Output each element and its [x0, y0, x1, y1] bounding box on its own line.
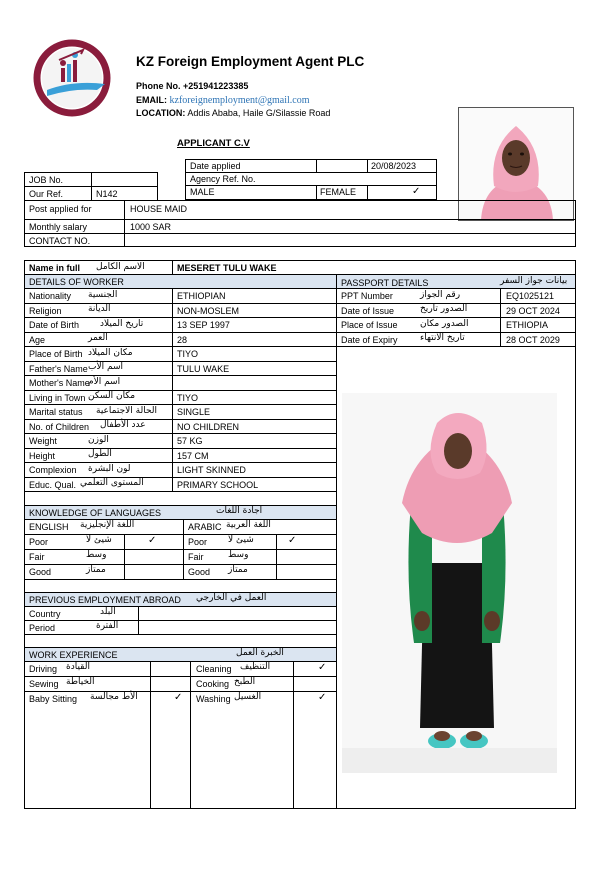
detail-label: Religion [29, 305, 62, 316]
email-label: EMAIL: [136, 95, 167, 105]
experience-left-label: Sewing [29, 679, 59, 689]
row-divider [24, 564, 336, 565]
row-divider [24, 448, 336, 449]
arabic-level-label: Good [188, 567, 211, 577]
row-divider [24, 462, 336, 463]
detail-value: SINGLE [177, 407, 211, 417]
email-value: kzforeignemployment@gmail.com [169, 95, 310, 106]
our-ref-value: N142 [96, 189, 118, 199]
detail-label-ar: الحالة الاجتماعية [96, 405, 157, 416]
passport-label: Date of Issue [341, 305, 395, 316]
passport-value: 28 OCT 2029 [506, 334, 560, 345]
row-divider [24, 317, 336, 318]
column-divider [172, 288, 173, 491]
detail-value: TULU WAKE [177, 363, 230, 374]
detail-label-ar: مكان الميلاد [88, 347, 133, 358]
row-divider [24, 433, 336, 434]
female-check-mark: ✓ [412, 186, 421, 197]
company-phone [136, 81, 248, 91]
detail-label: Nationality [29, 291, 72, 301]
period-label-ar: الفترة [96, 621, 119, 631]
experience-right-label: Washing [196, 694, 231, 704]
row-divider [24, 549, 336, 550]
passport-value: 29 OCT 2024 [506, 305, 560, 316]
row-divider [24, 332, 336, 333]
detail-label: Complexion [29, 465, 77, 475]
phone-label: Phone No. [136, 81, 181, 91]
salary-value: 1000 SAR [130, 222, 172, 232]
male-label: MALE [190, 187, 215, 197]
experience-left-label: Baby Sitting [29, 694, 78, 704]
passport-label: Date of Expiry [341, 334, 398, 345]
arabic-level-label: Fair [188, 552, 204, 562]
detail-label: Living in Town [29, 392, 86, 403]
english-level-label: Fair [29, 552, 45, 562]
country-label-ar: البلد [100, 607, 116, 617]
detail-value: 157 CM [177, 450, 209, 461]
arabic-check-mark: ✓ [288, 535, 297, 546]
row-divider [24, 361, 336, 362]
agency-ref-label: Agency Ref. No. [190, 174, 256, 184]
english-label-ar: اللغة الإنجليزية [80, 520, 135, 530]
row-divider [24, 404, 336, 405]
company-name: KZ Foreign Employment Agent PLC [136, 54, 365, 69]
contact-label: CONTACT NO. [29, 236, 91, 246]
company-location [136, 108, 330, 118]
english-level-label-ar: ممتاز [86, 565, 106, 575]
experience-left-label: Driving [29, 664, 58, 674]
experience-right-label-ar: الغسيل [234, 692, 262, 702]
date-applied-value: 20/08/2023 [371, 161, 417, 171]
detail-value: LIGHT SKINNED [177, 465, 246, 475]
employment-title: PREVIOUS EMPLOYMENT ABROAD [29, 595, 181, 605]
detail-value: ETHIOPIAN [177, 291, 226, 301]
detail-label: No. of Children [29, 421, 90, 432]
employment-title-ar: العمل في الخارجي [196, 593, 267, 603]
passport-title: PASSPORT DETAILS [341, 278, 429, 288]
detail-label: Date of Birth [29, 320, 80, 330]
experience-right-check: ✓ [318, 662, 327, 673]
date-applied-label: Date applied [190, 161, 241, 171]
phone-value: +251941223385 [183, 81, 249, 91]
row-divider [24, 390, 336, 391]
full-body-photo [342, 393, 557, 773]
row-divider [24, 303, 336, 304]
detail-value: NON-MOSLEM [177, 305, 240, 316]
our-ref-label: Our Ref. [29, 189, 64, 199]
detail-value: NO CHILDREN [177, 421, 240, 432]
english-level-label: Poor [29, 537, 49, 547]
english-level-label: Good [29, 567, 52, 577]
detail-label: Marital status [29, 407, 83, 417]
detail-label-ar: اسم الأب [88, 362, 123, 372]
passport-label: PPT Number [341, 291, 393, 301]
detail-label: Age [29, 334, 46, 345]
arabic-label: ARABIC [188, 522, 222, 532]
post-value: HOUSE MAID [130, 204, 188, 214]
detail-label-ar: تاريخ الميلاد [100, 318, 144, 329]
name-value: MESERET TULU WAKE [177, 263, 277, 273]
location-label: LOCATION: [136, 108, 186, 118]
detail-label: Place of Birth [29, 349, 83, 359]
row-divider [24, 477, 336, 478]
detail-label: Height [29, 450, 56, 461]
experience-left-label-ar: القيادة [66, 662, 90, 672]
passport-label: Place of Issue [341, 320, 398, 330]
page-title: APPLICANT C.V [177, 138, 250, 149]
detail-value: TIYO [177, 349, 199, 359]
detail-label-ar: لون البشرة [88, 463, 131, 474]
experience-left-label-ar: الأط مجالسة [90, 692, 138, 702]
english-level-label-ar: وسط [86, 550, 107, 560]
detail-label-ar: الجنسية [88, 289, 118, 300]
detail-value: TIYO [177, 392, 199, 403]
row-divider [24, 419, 336, 420]
salary-label: Monthly salary [29, 222, 88, 232]
detail-label-ar: العمر [88, 333, 108, 343]
passport-value: ETHIOPIA [506, 320, 549, 330]
company-email [136, 95, 310, 106]
english-label: ENGLISH [29, 522, 69, 532]
passport-label-ar: تاريخ الانتهاء [420, 333, 465, 343]
languages-title-ar: اجادة اللغات [216, 506, 263, 516]
passport-label-ar: الصدور تاريخ [420, 304, 468, 314]
detail-label-ar: الديانة [88, 304, 111, 314]
detail-label-ar: الطول [88, 449, 112, 459]
experience-right-label-ar: التنظيف [240, 662, 271, 672]
female-label: FEMALE [320, 187, 357, 197]
detail-label-ar: عدد الأطفال [100, 420, 146, 430]
experience-left-label-ar: الخياطة [66, 677, 95, 687]
arabic-level-label: Poor [188, 537, 208, 547]
experience-title: WORK EXPERIENCE [29, 650, 118, 660]
arabic-level-label-ar: وسط [228, 550, 249, 560]
post-label: Post applied for [29, 204, 92, 214]
english-level-label-ar: شيئ لا [86, 535, 112, 545]
period-label: Period [29, 623, 56, 633]
experience-left-check: ✓ [174, 692, 183, 703]
detail-value: 28 [177, 334, 188, 345]
detail-value: PRIMARY SCHOOL [177, 479, 259, 490]
arabic-level-label-ar: شيئ لا [228, 535, 254, 545]
passport-title-ar: بيانات جواز السفر [500, 276, 568, 286]
arabic-label-ar: اللغة العربية [226, 520, 271, 530]
experience-title-ar: الخبرة العمل [236, 648, 284, 658]
detail-label: Mother's Name [29, 378, 90, 388]
detail-label-ar: اسم الأم [88, 376, 121, 387]
english-check-mark: ✓ [148, 535, 157, 546]
company-logo [33, 38, 111, 118]
name-label: Name in full [29, 263, 81, 273]
detail-label: Educ. Qual. [29, 479, 77, 490]
detail-value: 13 SEP 1997 [177, 320, 230, 330]
row-divider [24, 375, 336, 376]
row-divider [24, 346, 336, 347]
detail-label-ar: المستوى التعلمي [80, 478, 144, 488]
country-label: Country [29, 609, 61, 619]
location-value: Addis Ababa, Haile G/Silassie Road [187, 108, 331, 118]
detail-value: 57 KG [177, 436, 203, 446]
detail-label: Father's Name [29, 363, 88, 374]
languages-title: KNOWLEDGE OF LANGUAGES [29, 508, 162, 518]
name-label-ar: الاسم الكامل [96, 262, 145, 272]
job-no-label: JOB No. [29, 175, 64, 185]
passport-value: EQ1025121 [506, 291, 555, 301]
detail-label-ar: مكان السكن [88, 391, 136, 401]
detail-label: Weight [29, 436, 57, 446]
arabic-level-label-ar: ممتاز [228, 565, 248, 575]
experience-right-label-ar: الطبخ [234, 677, 256, 687]
detail-label-ar: الوزن [88, 434, 109, 445]
details-title: DETAILS OF WORKER [29, 277, 124, 287]
passport-label-ar: الصدور مكان [420, 318, 469, 329]
experience-right-label: Cooking [196, 679, 230, 689]
row-divider [336, 346, 576, 347]
experience-right-label: Cleaning [196, 664, 232, 674]
passport-label-ar: رقم الجواز [420, 289, 461, 300]
experience-right-check: ✓ [318, 692, 327, 703]
